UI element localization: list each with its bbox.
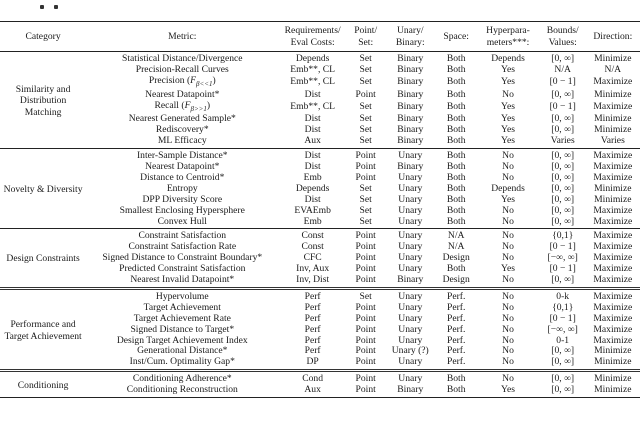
metric-cell: Recall $(F_{\beta>>1})$ [154, 99, 211, 113]
metric-cell: Constraint Satisfaction Rate [128, 241, 237, 253]
unary-binary-cell: Unary [398, 290, 423, 302]
hyperparameters-cell: No [502, 150, 514, 162]
space-cell: Perf. [446, 356, 466, 368]
direction-cell: Maximize [593, 323, 633, 335]
table-row [0, 357, 640, 370]
direction-cell: Maximize [593, 290, 633, 302]
requirements-cell: Dist [304, 124, 321, 136]
unary-binary-cell: Binary [397, 53, 424, 64]
space-cell: Design [442, 274, 470, 286]
space-cell: N/A [447, 230, 465, 242]
unary-binary-cell: Binary [397, 384, 424, 396]
space-cell: Both [446, 135, 466, 147]
bounds-cell: [0, ∞] [551, 182, 575, 194]
metric-cell: Signed Distance to Constraint Boundary* [102, 252, 263, 264]
hyperparameters-cell: No [502, 323, 514, 335]
header-category: Category [25, 30, 61, 42]
table-row [0, 101, 640, 115]
requirements-cell: Dist [304, 88, 321, 100]
bounds-cell: [0, ∞] [551, 204, 575, 216]
point-set-cell: Point [355, 312, 376, 324]
direction-cell: Maximize [593, 160, 633, 172]
metric-cell: Conditioning Adherence* [132, 373, 232, 385]
bounds-cell: N/A [554, 63, 571, 75]
metric-cell: Distance to Centroid* [140, 171, 225, 183]
space-cell: Perf. [446, 345, 466, 357]
bounds-cell: 0-1 [556, 334, 570, 346]
hyperparameters-cell: No [502, 241, 514, 253]
table-row [0, 229, 640, 242]
space-cell: Both [446, 113, 466, 125]
point-set-cell: Set [359, 204, 372, 216]
hyperparameters-cell: No [502, 230, 514, 242]
unary-binary-cell: Unary [398, 301, 423, 313]
bounds-cell: [0, ∞] [551, 215, 575, 227]
category-cell: Conditioning [17, 379, 69, 391]
unary-binary-cell: Binary [397, 160, 424, 172]
metric-cell: Design Target Achievement Index [116, 334, 248, 346]
hyperparameters-cell: Depends [491, 182, 525, 194]
table-row [0, 195, 640, 206]
table-row [0, 275, 640, 288]
metric-cell: Convex Hull [157, 215, 207, 227]
requirements-cell: Const [301, 230, 324, 242]
header-row [0, 22, 640, 52]
requirements-cell: DP [306, 356, 319, 368]
requirements-cell: Perf [304, 312, 321, 324]
requirements-cell: Aux [304, 135, 321, 147]
unary-binary-cell: Unary [398, 334, 423, 346]
category-cell: Design Constraints [6, 253, 80, 265]
direction-cell: Minimize [594, 182, 632, 194]
hyperparameters-cell: Yes [501, 76, 515, 88]
header-unary-binary: Unary/ Binary: [395, 25, 425, 48]
unary-binary-cell: Binary [397, 76, 424, 88]
category-cell: Novelty & Diversity [3, 183, 83, 195]
table-row [0, 217, 640, 229]
direction-cell: Minimize [594, 113, 632, 125]
bounds-cell: [0, ∞] [551, 171, 575, 183]
space-cell: Design [442, 252, 470, 264]
category-group [0, 149, 640, 229]
metric-cell: Smallest Enclosing Hypersphere [119, 204, 245, 216]
requirements-cell: Aux [304, 384, 321, 396]
metric-cell: Nearest Datapoint* [145, 160, 220, 172]
unary-binary-cell: Unary [398, 204, 423, 216]
space-cell: Both [446, 63, 466, 75]
bounds-cell: [0, ∞] [551, 193, 575, 205]
metric-cell: Target Achievement [143, 301, 221, 313]
unary-binary-cell: Unary [398, 150, 423, 162]
category-cell: Performance and Target Achievement [4, 319, 82, 342]
bounds-cell: [0, ∞] [551, 53, 575, 64]
direction-cell: Maximize [593, 100, 633, 112]
metric-cell: Statistical Distance/Divergence [122, 53, 243, 64]
category-group [0, 288, 640, 370]
unary-binary-cell: Binary [397, 88, 424, 100]
space-cell: Both [446, 215, 466, 227]
bounds-cell: [0, ∞] [551, 345, 575, 357]
point-set-cell: Set [359, 113, 372, 125]
unary-binary-cell: Binary [397, 135, 424, 147]
requirements-cell: Emb [303, 171, 322, 183]
unary-binary-cell: Unary [398, 241, 423, 253]
hyperparameters-cell: Yes [501, 63, 515, 75]
hyperparameters-cell: No [502, 252, 514, 264]
hyperparameters-cell: No [502, 334, 514, 346]
direction-cell: Maximize [593, 230, 633, 242]
direction-cell: Maximize [593, 334, 633, 346]
requirements-cell: Dist [304, 150, 321, 162]
requirements-cell: Dist [304, 160, 321, 172]
requirements-cell: Perf [304, 345, 321, 357]
metric-cell: Inst/Cum. Optimality Gap* [129, 356, 235, 368]
unary-binary-cell: Binary [397, 274, 424, 286]
requirements-cell: Emb**, CL [290, 76, 336, 88]
point-set-cell: Point [355, 263, 376, 275]
space-cell: Both [446, 171, 466, 183]
requirements-cell: Cond [302, 373, 324, 385]
point-set-cell: Set [359, 100, 372, 112]
point-set-cell: Set [359, 124, 372, 136]
requirements-cell: Depends [295, 53, 330, 64]
table-row [0, 90, 640, 101]
bounds-cell: [0 − 1] [549, 312, 576, 324]
requirements-cell: Perf [304, 334, 321, 346]
hyperparameters-cell: No [502, 373, 514, 385]
hyperparameters-cell: No [502, 312, 514, 324]
requirements-cell: Dist [304, 193, 321, 205]
unary-binary-cell: Unary [398, 215, 423, 227]
metric-cell: Precision $(F_{\beta<<1})$ [148, 74, 216, 88]
direction-cell: Maximize [593, 263, 633, 275]
point-set-cell: Point [355, 323, 376, 335]
metric-cell: Generational Distance* [137, 345, 228, 357]
direction-cell: Minimize [594, 124, 632, 136]
space-cell: Perf. [446, 290, 466, 302]
point-set-cell: Point [355, 171, 376, 183]
header-bounds: Bounds/ Values: [546, 25, 579, 48]
space-cell: Both [446, 193, 466, 205]
bounds-cell: [0 − 1] [549, 263, 576, 275]
hyperparameters-cell: No [502, 171, 514, 183]
unary-binary-cell: Unary [398, 230, 423, 242]
bounds-cell: [0, ∞] [551, 160, 575, 172]
requirements-cell: EVAEmb [294, 204, 331, 216]
direction-cell: Maximize [593, 215, 633, 227]
table-header [0, 22, 640, 52]
unary-binary-cell: Binary [397, 113, 424, 125]
point-set-cell: Set [359, 53, 372, 64]
header-space: Space: [443, 30, 469, 42]
unary-binary-cell: Unary [398, 356, 423, 368]
bounds-cell: {0,1} [552, 301, 574, 313]
space-cell: Both [446, 100, 466, 112]
metric-cell: Target Achievement Rate [133, 312, 231, 324]
requirements-cell: Emb**, CL [290, 63, 336, 75]
space-cell: Both [446, 76, 466, 88]
metric-cell: DPP Diversity Score [142, 193, 223, 205]
space-cell: Both [446, 53, 466, 64]
point-set-cell: Point [355, 345, 376, 357]
bounds-cell: [0, ∞] [551, 88, 575, 100]
direction-cell: Maximize [593, 241, 633, 253]
unary-binary-cell: Unary [398, 323, 423, 335]
requirements-cell: Inv, Aux [296, 263, 330, 275]
metric-cell: Predicted Constraint Satisfaction [119, 263, 246, 275]
direction-cell: Maximize [593, 171, 633, 183]
space-cell: N/A [447, 241, 465, 253]
metric-cell: Hypervolume [155, 290, 209, 302]
direction-cell: Maximize [593, 252, 633, 264]
unary-binary-cell: Unary [398, 312, 423, 324]
metric-cell: Entropy [166, 182, 198, 194]
direction-cell: Minimize [594, 356, 632, 368]
space-cell: Both [446, 124, 466, 136]
point-set-cell: Set [359, 135, 372, 147]
requirements-cell: Inv, Dist [296, 274, 330, 286]
direction-cell: Maximize [593, 150, 633, 162]
requirements-cell: Perf [304, 301, 321, 313]
hyperparameters-cell: Yes [501, 384, 515, 396]
hyperparameters-cell: Yes [501, 100, 515, 112]
header-point-set: Point/ Set: [354, 25, 378, 48]
metric-cell: ML Efficacy [157, 135, 207, 147]
requirements-cell: Perf [304, 290, 321, 302]
hyperparameters-cell: No [502, 345, 514, 357]
unary-binary-cell: Unary (?) [391, 345, 429, 357]
point-set-cell: Set [359, 76, 372, 88]
space-cell: Both [446, 88, 466, 100]
hyperparameters-cell: Yes [501, 113, 515, 125]
direction-cell: Maximize [593, 301, 633, 313]
unary-binary-cell: Unary [398, 252, 423, 264]
space-cell: Perf. [446, 323, 466, 335]
unary-binary-cell: Binary [397, 63, 424, 75]
category-cell: Similarity and Distribution Matching [15, 83, 71, 118]
hyperparameters-cell: No [502, 88, 514, 100]
bounds-cell: [0 − 1] [549, 241, 576, 253]
metric-cell: Constraint Satisfaction [138, 230, 227, 242]
header-metric: Metric: [168, 30, 197, 42]
requirements-cell: CFC [303, 252, 322, 264]
point-set-cell: Set [359, 63, 372, 75]
table-row [0, 206, 640, 217]
space-cell: Both [446, 384, 466, 396]
category-group [0, 371, 640, 398]
space-cell: Both [446, 182, 466, 194]
category-group [0, 229, 640, 289]
bounds-cell: [−∞, ∞] [547, 252, 578, 264]
table-row [0, 371, 640, 385]
direction-cell: Maximize [593, 204, 633, 216]
hyperparameters-cell: No [502, 301, 514, 313]
unary-binary-cell: Unary [398, 171, 423, 183]
direction-cell: Maximize [593, 274, 633, 286]
metric-cell: Conditioning Reconstruction [126, 384, 238, 396]
hyperparameters-cell: No [502, 160, 514, 172]
table-row [0, 136, 640, 148]
metric-cell: Inter-Sample Distance* [136, 150, 228, 162]
space-cell: Perf. [446, 312, 466, 324]
requirements-cell: Perf [304, 323, 321, 335]
direction-cell: Minimize [594, 88, 632, 100]
point-set-cell: Point [355, 241, 376, 253]
unary-binary-cell: Unary [398, 182, 423, 194]
unary-binary-cell: Unary [398, 373, 423, 385]
direction-cell: Maximize [593, 312, 633, 324]
table-row [0, 346, 640, 357]
point-set-cell: Point [355, 356, 376, 368]
space-cell: Both [446, 150, 466, 162]
space-cell: Both [446, 204, 466, 216]
bounds-cell: {0,1} [552, 230, 574, 242]
bounds-cell: Varies [550, 135, 575, 147]
point-set-cell: Point [355, 384, 376, 396]
table-row [0, 76, 640, 90]
point-set-cell: Point [355, 230, 376, 242]
space-cell: Both [446, 373, 466, 385]
hyperparameters-cell: No [502, 290, 514, 302]
direction-cell: Minimize [594, 53, 632, 64]
table-row [0, 325, 640, 336]
point-set-cell: Point [355, 334, 376, 346]
bounds-cell: [0 − 1] [549, 76, 576, 88]
table-row [0, 65, 640, 76]
metric-cell: Nearest Generated Sample* [128, 113, 236, 125]
hyperparameters-cell: Yes [501, 263, 515, 275]
metric-cell: Rediscovery* [155, 124, 209, 136]
metric-cell: Precision-Recall Curves [135, 63, 229, 75]
hyperparameters-cell: No [502, 204, 514, 216]
metric-cell: Nearest Datapoint* [145, 88, 220, 100]
point-set-cell: Set [359, 182, 372, 194]
bounds-cell: [0 − 1] [549, 100, 576, 112]
space-cell: Both [446, 160, 466, 172]
space-cell: Perf. [446, 334, 466, 346]
point-set-cell: Point [355, 160, 376, 172]
header-hyperparameters: Hyperpara- meters***: [486, 25, 530, 48]
metrics-table [0, 21, 640, 398]
point-set-cell: Point [355, 274, 376, 286]
table-row [0, 52, 640, 65]
direction-cell: N/A [604, 63, 622, 75]
point-set-cell: Set [359, 215, 372, 227]
unary-binary-cell: Unary [398, 263, 423, 275]
requirements-cell: Dist [304, 113, 321, 125]
category-group [0, 52, 640, 149]
bounds-cell: [0, ∞] [551, 356, 575, 368]
hyperparameters-cell: No [502, 274, 514, 286]
bounds-cell: 0-k [556, 290, 570, 302]
direction-cell: Minimize [594, 345, 632, 357]
point-set-cell: Point [355, 88, 376, 100]
bounds-cell: [0, ∞] [551, 274, 575, 286]
requirements-cell: Const [301, 241, 324, 253]
hyperparameters-cell: No [502, 356, 514, 368]
header-requirements: Requirements/ Eval Costs: [284, 25, 341, 48]
point-set-cell: Point [355, 150, 376, 162]
direction-cell: Minimize [594, 384, 632, 396]
point-set-cell: Point [355, 301, 376, 313]
unary-binary-cell: Binary [397, 124, 424, 136]
table-row [0, 385, 640, 397]
metric-cell: Signed Distance to Target* [130, 323, 235, 335]
requirements-cell: Emb**, CL [290, 100, 336, 112]
header-direction: Direction: [593, 30, 633, 42]
direction-cell: Minimize [594, 373, 632, 385]
hyperparameters-cell: Yes [501, 124, 515, 136]
point-set-cell: Point [355, 373, 376, 385]
space-cell: Both [446, 263, 466, 275]
bounds-cell: [0, ∞] [551, 124, 575, 136]
hyperparameters-cell: Yes [501, 135, 515, 147]
hyperparameters-cell: Depends [491, 53, 525, 64]
bounds-cell: [−∞, ∞] [547, 323, 578, 335]
direction-cell: Maximize [593, 76, 633, 88]
bounds-cell: [0, ∞] [551, 113, 575, 125]
point-set-cell: Point [355, 252, 376, 264]
unary-binary-cell: Unary [398, 193, 423, 205]
point-set-cell: Set [359, 193, 372, 205]
hyperparameters-cell: No [502, 215, 514, 227]
requirements-cell: Depends [295, 182, 330, 194]
bounds-cell: [0, ∞] [551, 150, 575, 162]
direction-cell: Varies [600, 135, 625, 147]
direction-cell: Minimize [594, 193, 632, 205]
bounds-cell: [0, ∞] [551, 384, 575, 396]
table-row [0, 288, 640, 302]
space-cell: Perf. [446, 301, 466, 313]
hyperparameters-cell: Yes [501, 193, 515, 205]
metric-cell: Nearest Invalid Datapoint* [130, 274, 235, 286]
table-row [0, 149, 640, 162]
bounds-cell: [0, ∞] [551, 373, 575, 385]
unary-binary-cell: Binary [397, 100, 424, 112]
requirements-cell: Emb [303, 215, 322, 227]
point-set-cell: Set [359, 290, 372, 302]
previous-text-fragment [40, 0, 100, 2]
